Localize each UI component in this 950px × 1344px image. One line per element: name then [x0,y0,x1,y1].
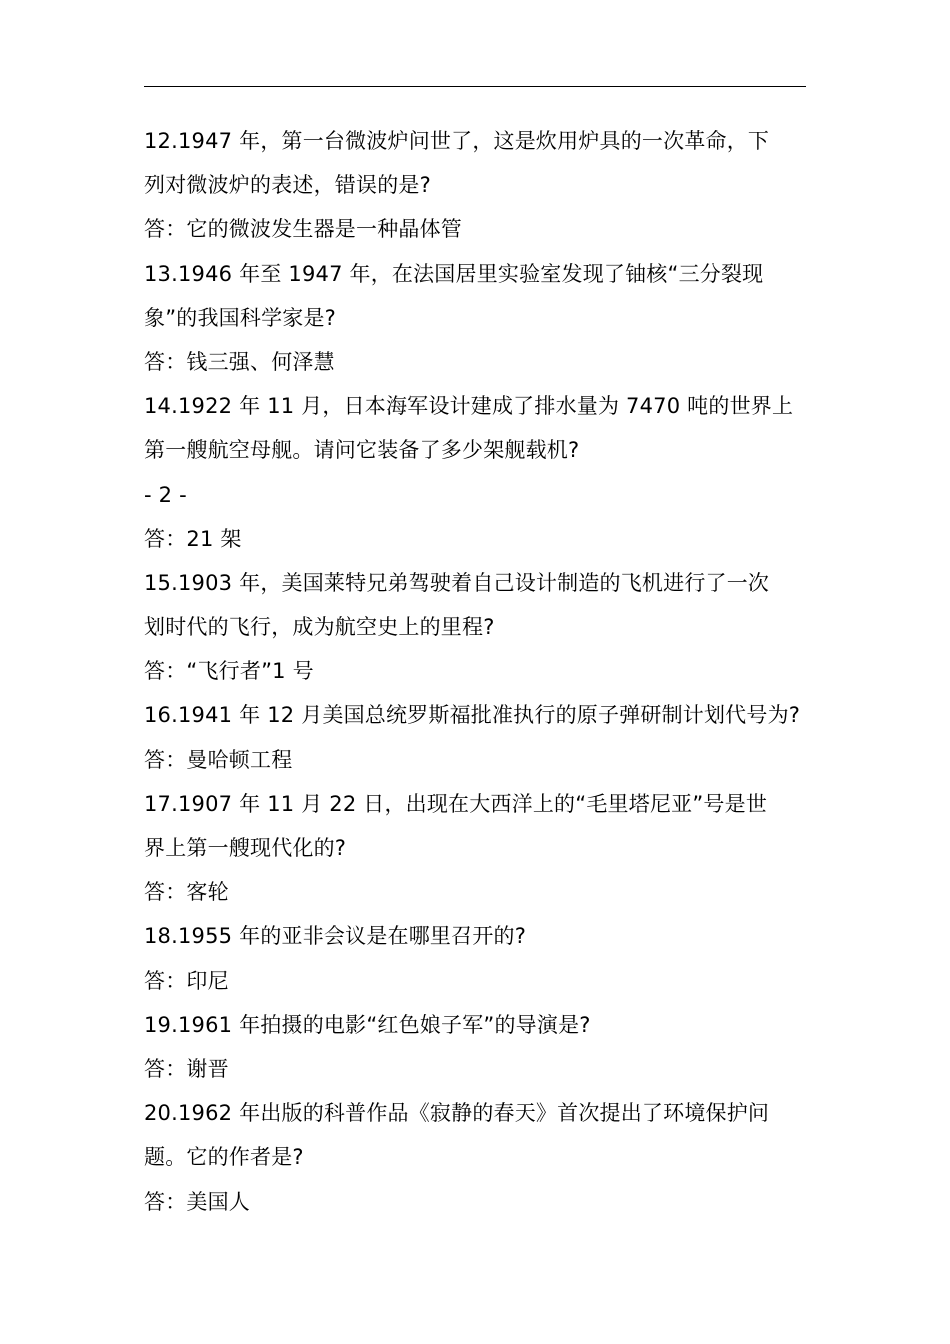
question-20-line-2: 题。它的作者是? [144,1145,304,1170]
question-14-line-1: 14.1922 年 11 月，日本海军设计建成了排水量为 7470 吨的世界上 [144,394,794,419]
question-20-line-1: 20.1962 年出版的科普作品《寂静的春天》首次提出了环境保护问 [144,1101,770,1126]
answer-14: 答：21 架 [144,526,242,551]
question-13-line-1: 13.1946 年至 1947 年，在法国居里实验室发现了铀核“三分裂现 [144,261,764,286]
question-19: 19.1961 年拍摄的电影“红色娘子军”的导演是? [144,1012,591,1037]
answer-16: 答：曼哈顿工程 [144,747,293,772]
question-12-line-1: 12.1947 年，第一台微波炉问世了，这是炊用炉具的一次革命，下 [144,129,770,153]
question-15-line-1: 15.1903 年，美国莱特兄弟驾驶着自己设计制造的飞机进行了一次 [144,570,770,595]
question-14-line-2: 第一艘航空母舰。请问它装备了多少架舰载机? [144,438,580,463]
answer-15: 答：“飞行者”1 号 [144,659,314,684]
question-12-line-2: 列对微波炉的表述，错误的是? [144,173,431,198]
page-number: - 2 - [144,482,187,507]
answer-13: 答：钱三强、何泽慧 [144,349,335,374]
answer-20: 答：美国人 [144,1189,250,1214]
question-15-line-2: 划时代的飞行，成为航空史上的里程? [144,615,495,640]
answer-19: 答：谢晋 [144,1056,229,1081]
answer-18: 答：印尼 [144,968,229,993]
header-rule [144,86,806,87]
question-13-line-2: 象”的我国科学家是? [144,305,337,330]
question-17-line-1: 17.1907 年 11 月 22 日，出现在大西洋上的“毛里塔尼亚”号是世 [144,791,768,816]
question-17-line-2: 界上第一艘现代化的? [144,836,347,860]
document-body [144,119,824,1224]
question-16: 16.1941 年 12 月美国总统罗斯福批准执行的原子弹研制计划代号为? [144,703,801,728]
answer-17: 答：客轮 [144,880,229,905]
answer-12: 答：它的微波发生器是一种晶体管 [144,217,462,242]
question-18: 18.1955 年的亚非会议是在哪里召开的? [144,924,527,949]
